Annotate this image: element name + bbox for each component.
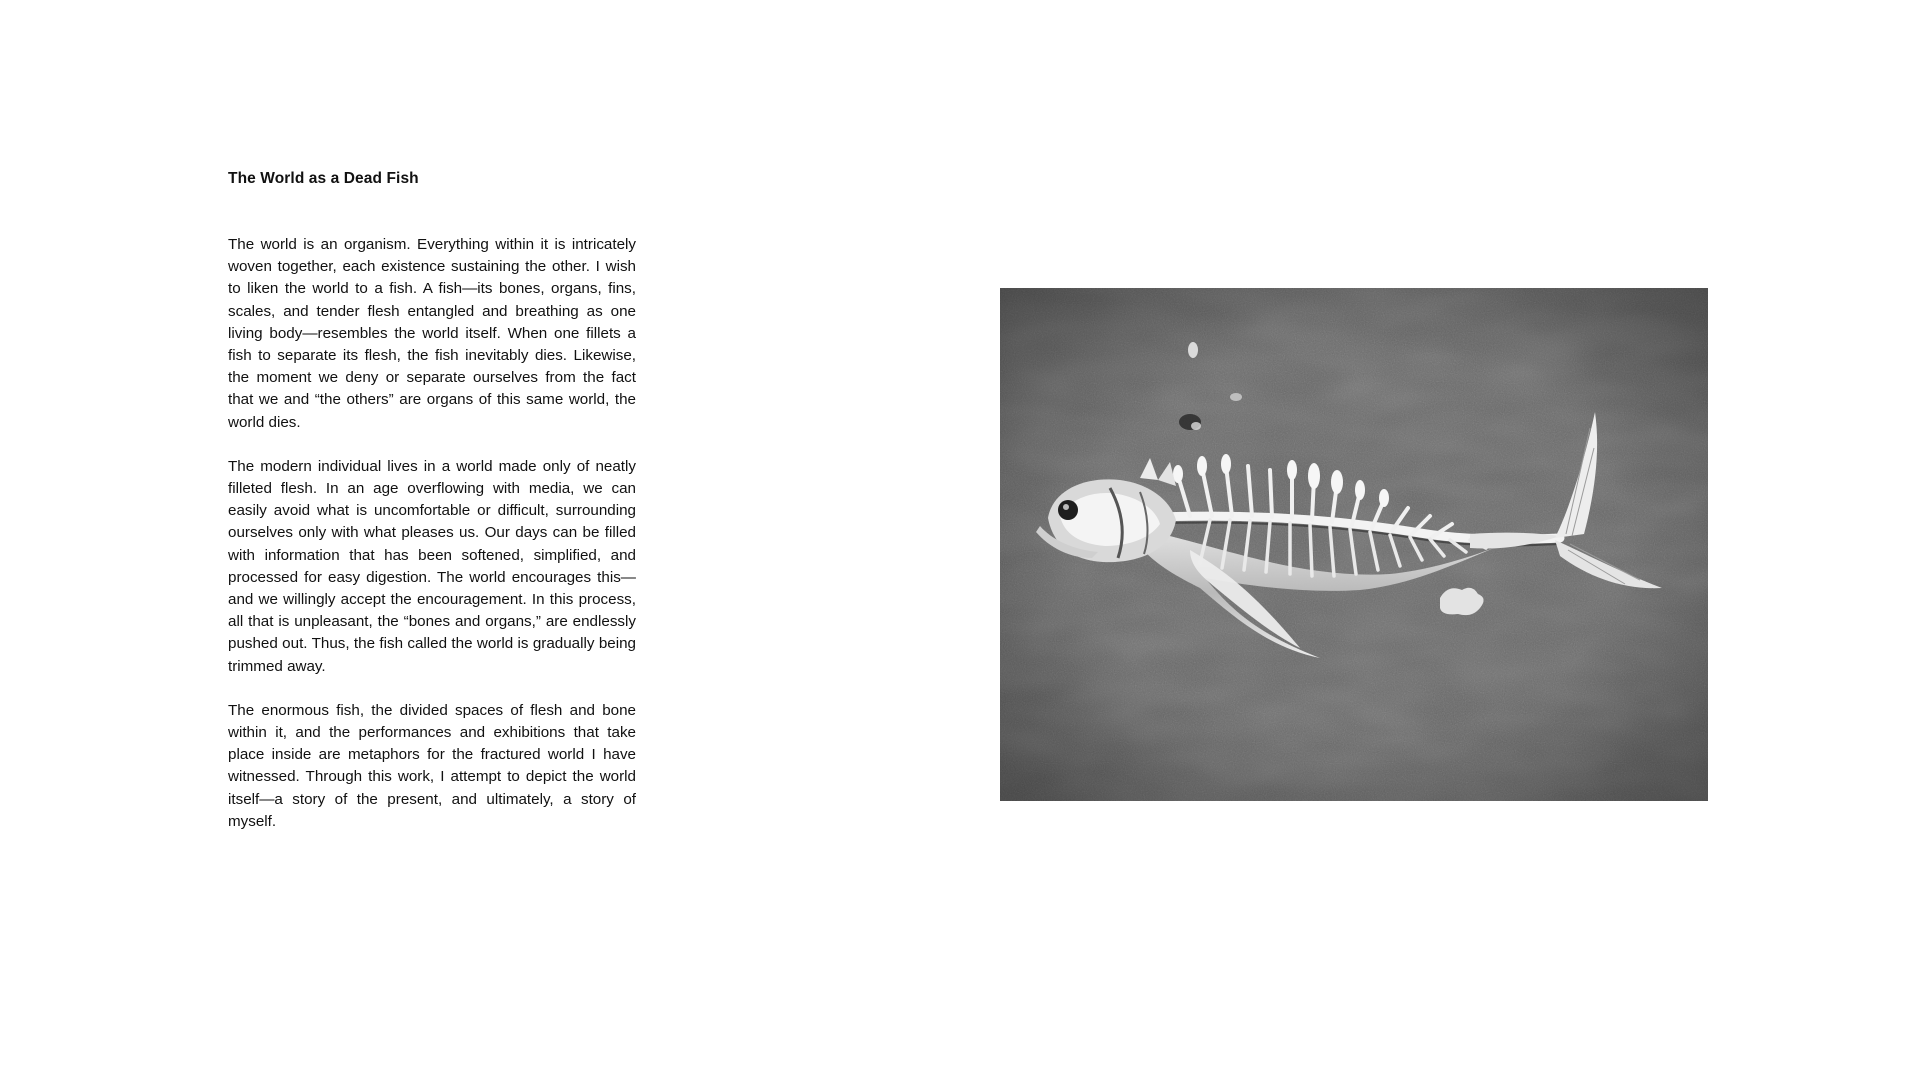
shell [1191,422,1201,430]
shell [1230,393,1242,401]
fish-eye [1058,500,1078,520]
page-title: The World as a Dead Fish [228,170,419,187]
shell [1188,342,1198,358]
body-paragraph-3: The enormous fish, the divided spaces of flesh and bone within it, and the performances and exhibitions that take place inside are metaphors for the fractured world I have witnessed. Through this work, I attempt to depict the world itself—a story of the present, and ultimately, a story of myself. [228,701,636,830]
body-paragraph-2: The modern individual lives in a world made only of neatly filleted flesh. In an age overflowing with media, we can easily avoid what is uncomfortable or difficult, surrounding ourselves only with what pleases us. Our days can be filled with information that has been softened, simplified, and processed for easy digestion. The world encourages this—and we willingly accept the encouragement. In this process, all that is unpleasant, the “bones and organs,” are endlessly pushed out. Thus, the fish called the world is gradually being trimmed away. [228,457,636,675]
body-paragraph-1: The world is an organism. Everything within it is intricately woven together, each existence sustaining the other. I wish to liken the world to a fish. A fish—its bones, organs, fins, scales, and tender flesh entangled and breathing as one living body—resembles the world itself. When one fillets a fish to separate its flesh, the fish inevitably dies. Likewise, the moment we deny or separate ourselves from the fact that we and “the others” are organs of this same world, the world dies. [228,236,636,431]
fish-skeleton-image [1000,288,1708,801]
fish-skeleton-photo [1000,288,1708,801]
text-column [228,168,636,855]
